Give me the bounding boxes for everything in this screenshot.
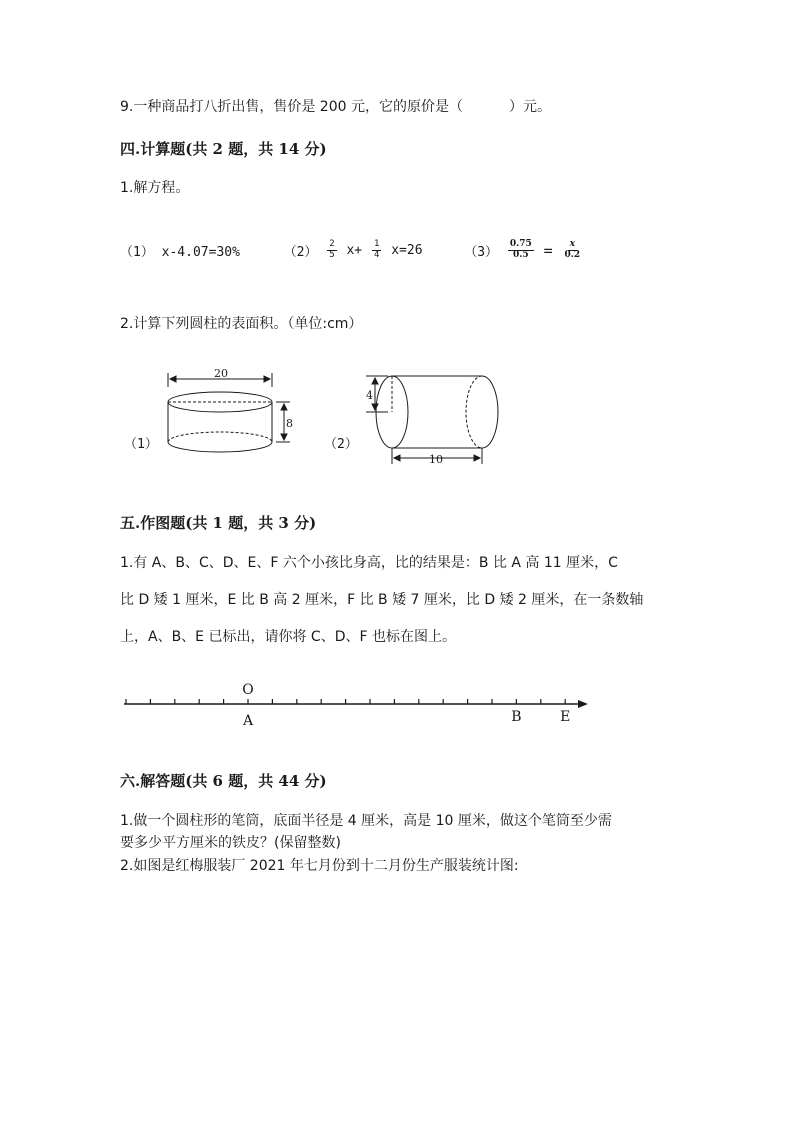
arrow-head [394,455,400,461]
fraction-denominator: 4 [373,249,380,260]
equation-row [120,240,584,261]
section-6-q2-line-1: 2.如图是红梅服装厂 2021 年七月份到十二月份生产服装统计图: [120,858,519,874]
arrow-head [170,376,176,382]
question-9 [120,96,551,116]
cylinder-right-back [466,376,482,448]
fraction-two-fifths [327,240,336,261]
figure-1-height-label: 8 [286,417,293,430]
fraction-denominator: 0.5 [512,249,529,260]
fraction-left [508,240,534,261]
section-5-q1-line-3: 上，A、B、E 已标出，请你将 C、D、F 也标在图上。 [120,629,456,645]
section-6-q1-line-1: 1.做一个圆柱形的笔筒，底面半径是 4 厘米，高是 10 厘米，做这个笔筒至少需 [120,813,612,829]
cylinder-figure-2 [362,368,507,468]
section-6-q1-line-2: 要多少平方厘米的铁皮？(保留整数) [120,835,341,851]
fraction-numerator: x [569,239,575,249]
fraction-numerator: 0.75 [509,239,532,249]
number-line [110,675,610,735]
fraction-denominator: 5 [329,249,335,260]
figure-1-label: （1） [124,437,158,452]
cylinder-bottom-front [168,442,272,452]
section-4-heading: 四.计算题(共 2 题，共 14 分) [120,140,327,158]
figure-2-length-label: 10 [429,453,443,466]
fraction-numerator: 2 [329,239,335,249]
fraction-numerator: 1 [373,239,380,249]
origin-label: O [242,682,254,698]
equation-1: （1） x-4.07=30% [120,244,240,260]
fraction-denominator: 0.2 [564,249,581,260]
section-6-heading: 六.解答题(共 6 题，共 44 分) [120,772,327,790]
arrow-head [372,404,378,410]
arrow-head [281,404,287,410]
arrow-head [264,376,270,382]
question-9-text-before: 9.一种商品打八折出售，售价是 200 元，它的原价是（ [120,99,463,115]
equation-3-prefix: （3） [464,244,499,260]
equals-sign: = [543,241,553,260]
point-b-label: B [511,709,522,725]
fraction-right [562,240,582,261]
section-5-q1-line-2: 比 D 矮 1 厘米，E 比 B 高 2 厘米，F 比 B 矮 7 厘米，比 D 矮 2 厘米，在一条数轴 [120,592,644,608]
point-e-label: E [560,709,571,725]
cylinder-bottom-back [168,432,272,442]
equation-2-prefix: （2） [283,244,318,260]
figure-1-diameter-label: 20 [214,367,228,380]
point-a-label: A [242,713,254,729]
section-5-q1-line-1: 1.有 A、B、C、D、E、F 六个小孩比身高，比的结果是：B 比 A 高 11 厘米，C [120,555,618,571]
figure-2-label: （2） [324,437,358,452]
question-9-text-after: ）元。 [508,99,551,115]
section-4-q2-title: 2.计算下列圆柱的表面积。（单位:cm） [120,316,363,332]
equation-2-suffix: x=26 [391,242,423,258]
section-5-heading: 五.作图题(共 1 题，共 3 分) [120,514,317,532]
cylinder-figure-1 [160,365,300,465]
arrow-head [372,378,378,384]
figure-2-diameter-label: 4 [366,389,373,402]
fraction-one-quarter [372,240,381,261]
cylinder-right-front [482,376,498,448]
section-4-q1-title: 1.解方程。 [120,180,190,196]
arrow-head [474,455,480,461]
equation-2-mid: x+ [346,242,363,258]
arrow-head [281,434,287,440]
axis-arrow-head [578,700,588,708]
